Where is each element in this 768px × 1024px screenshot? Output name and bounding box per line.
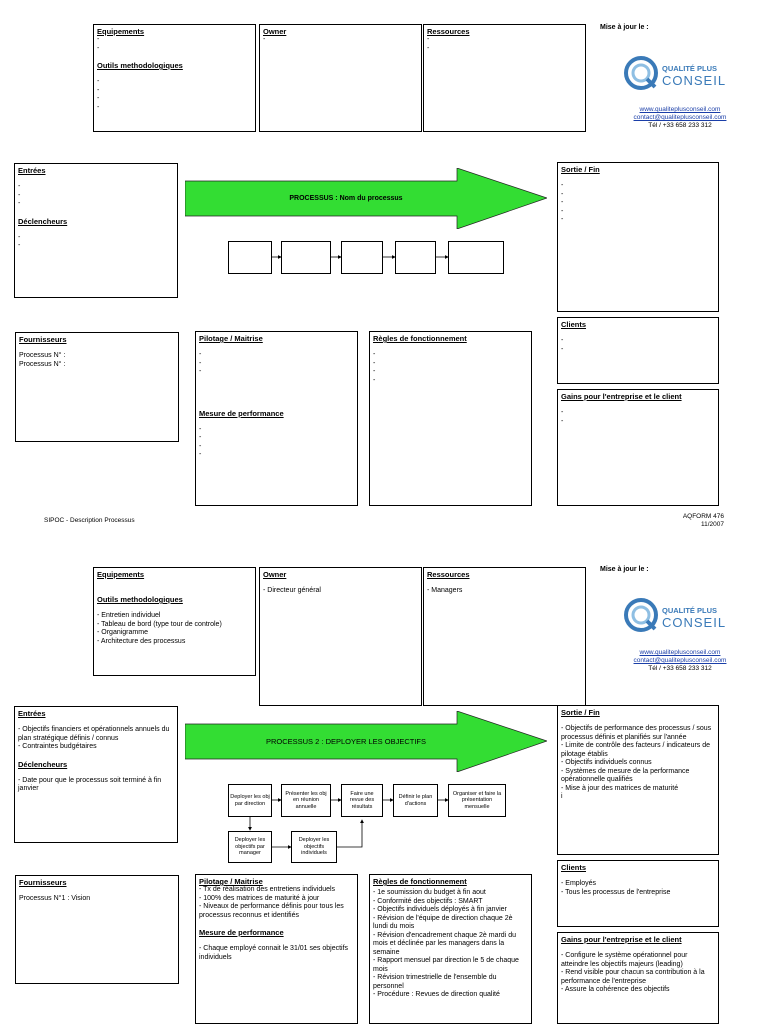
filled-gains-box	[557, 932, 719, 1024]
ressources-item: -	[427, 36, 430, 43]
filled-regles-item: - Rapport mensuel par direction le 5 de chaque mois	[373, 957, 521, 973]
phone-text: Tél / +33 658 233 312	[648, 665, 712, 672]
website-link[interactable]: www.qualiteplusconseil.com	[639, 649, 721, 656]
clients-item: -	[561, 345, 564, 353]
filled-step-7: Deployer les objectifs individuels	[291, 831, 337, 863]
filled-step-1: Deployer les obj par direction	[228, 784, 272, 817]
equipements-item: -	[97, 44, 100, 52]
update-label: Mise à jour le :	[600, 24, 649, 31]
entrees-title: Entrées	[18, 166, 46, 175]
filled-ressources-item: - Managers	[427, 587, 463, 594]
filled-sortie-item: - Objectifs de performance des processus / sous processus définis et planifiés sur l'année	[561, 725, 714, 741]
pilotage-item: -	[199, 359, 202, 367]
mesure-item: -	[199, 451, 202, 458]
filled-equipements-title: Equipements	[97, 570, 145, 579]
filled-clients-item: - Employés	[561, 880, 597, 887]
filled-outils-item: - Tableau de bord (type tour de controle)	[97, 620, 222, 628]
owner-item: -	[263, 36, 266, 43]
sortie-title: Sortie / Fin	[561, 165, 600, 174]
filled-sortie-item: i	[561, 793, 563, 800]
owner-title: Owner	[263, 27, 287, 36]
filled-regles-item: - 1e soumission du budget à fin aout	[373, 889, 486, 896]
brand-line1: QUALITÉ PLUS	[662, 64, 718, 73]
filled-entrees-item: - Contraintes budgétaires	[18, 743, 97, 750]
filled-outils-item: - Entretien individuel	[97, 612, 161, 619]
regles-item: -	[373, 359, 376, 367]
mesure-title: Mesure de performance	[199, 408, 284, 418]
filled-pilotage-item: - Niveaux de performance définis pour tous les processus reconnus et identifiés	[199, 903, 346, 919]
sortie-item: -	[561, 216, 564, 223]
email-link[interactable]: contact@qualiteplusconseil.com	[633, 657, 727, 664]
filled-pilotage-item: - Tx de réalisation des entretiens individuels	[199, 886, 336, 893]
filled-step-3: Faire une revue des résultats	[341, 784, 383, 817]
filled-pilotage-title: Pilotage / Maitrise	[199, 877, 263, 886]
sortie-item: -	[561, 182, 564, 189]
outils-item: -	[97, 78, 100, 85]
filled-pilotage-box	[195, 874, 358, 1024]
mesure-item: -	[199, 442, 202, 450]
mesure-item: -	[199, 425, 202, 433]
filled-regles-item: - Révision de l'équipe de direction chaque 2è lundi du mois	[373, 914, 515, 930]
sortie-item: -	[561, 190, 564, 198]
fournisseurs-item: Processus N° :	[19, 360, 66, 368]
email-link[interactable]: contact@qualiteplusconseil.com	[633, 114, 727, 121]
brand-line2: CONSEIL	[662, 73, 727, 88]
declencheurs-item: -	[18, 233, 21, 241]
filled-clients-box	[557, 860, 719, 927]
equipements-item: -	[97, 36, 100, 43]
regles-item: -	[373, 368, 376, 375]
website-link[interactable]: www.qualiteplusconseil.com	[639, 106, 721, 113]
filled-declencheurs-title: Déclencheurs	[18, 759, 68, 769]
filled-mesure-item: - Chaque employé connait le 31/01 ses objectifs individuels	[199, 945, 350, 961]
outils-item: -	[97, 86, 100, 94]
filled-outils-item: - Organigramme	[97, 629, 148, 636]
pilotage-item: -	[199, 351, 202, 358]
outils-item: -	[97, 103, 100, 111]
filled-fournisseurs-box	[15, 875, 179, 984]
regles-item: -	[373, 351, 376, 358]
filled-step-4: Définir le plan d'actions	[393, 784, 438, 817]
process-name: PROCESSUS : Nom du processus	[289, 195, 403, 202]
filled-declencheurs-item: - Date pour que le processus soit terminé à fin janvier	[18, 776, 164, 792]
pilotage-title: Pilotage / Maitrise	[199, 334, 263, 343]
filled-outils-item: - Architecture des processus	[97, 637, 186, 645]
equipements-title: Equipements	[97, 27, 145, 36]
outils-item: -	[97, 95, 100, 102]
gains-title: Gains pour l'entreprise et le client	[561, 392, 682, 401]
gains-item: -	[561, 409, 564, 416]
filled-owner-title: Owner	[263, 570, 287, 579]
filled-fournisseurs-title: Fournisseurs	[19, 878, 67, 887]
filled-sortie-title: Sortie / Fin	[561, 708, 600, 717]
declencheurs-item: -	[18, 242, 21, 249]
filled-sortie-item: - Systèmes de mesure de la performance opérationnelle qualifiés	[561, 767, 692, 783]
filled-clients-title: Clients	[561, 863, 587, 872]
filled-sortie-item: - Objectifs individuels connus	[561, 759, 652, 766]
filled-regles-item: - Procédure : Revues de direction qualité	[373, 991, 500, 998]
filled-outils-title: Outils methodologiques	[97, 595, 183, 604]
filled-sortie-box	[557, 705, 719, 855]
outils-title: Outils methodologiques	[97, 61, 183, 70]
filled-pilotage-item: - 100% des matrices de maturité à jour	[199, 894, 320, 902]
filled-regles-box	[369, 874, 532, 1024]
brand-line1: QUALITÉ PLUS	[662, 606, 718, 615]
pilotage-item: -	[199, 368, 202, 375]
regles-title: Règles de fonctionnement	[373, 334, 467, 343]
filled-step-6: Deployer les objectifs par manager	[228, 831, 272, 863]
entrees-item: -	[18, 200, 21, 207]
sortie-item: -	[561, 199, 564, 206]
declencheurs-title: Déclencheurs	[18, 216, 68, 226]
clients-item: -	[561, 337, 564, 344]
filled-gains-item: - Assure la cohérence des objectifs	[561, 986, 670, 993]
filled-entrees-title: Entrées	[18, 709, 46, 718]
entrees-item: -	[18, 191, 21, 199]
ressources-title: Ressources	[427, 27, 470, 36]
filled-entrees-item: - Objectifs financiers et opérationnels annuels du plan stratégique définis / connus	[18, 726, 172, 742]
entrees-item: -	[18, 183, 21, 190]
filled-gains-item: - Configure le système opérationnel pour atteindre les objectifs majeurs (leading)	[561, 952, 690, 968]
brand-line2: CONSEIL	[662, 615, 727, 630]
filled-regles-item: - Révision d'encadrement chaque 2è mardi du mois et déclinée par les managers dans la semaine	[373, 931, 518, 956]
filled-gains-title: Gains pour l'entreprise et le client	[561, 935, 682, 944]
sortie-item: -	[561, 207, 564, 215]
update-label-2: Mise à jour le :	[600, 566, 649, 573]
clients-title: Clients	[561, 320, 587, 329]
filled-ressources-title: Ressources	[427, 570, 470, 579]
mesure-item: -	[199, 434, 202, 441]
filled-step-2: Présenter les obj en réunion annuelle	[281, 784, 331, 817]
footer-form-date: 11/2007	[700, 521, 724, 528]
ressources-item: -	[427, 44, 430, 52]
filled-sortie-item: - Limite de contrôle des facteurs / indicateurs de pilotage établis	[561, 742, 712, 758]
filled-gains-item: - Rend visible pour chacun sa contribution à la performance de l'entreprise	[561, 969, 707, 985]
fournisseurs-item: Processus N° :	[19, 352, 66, 359]
footer-form-code: AQFORM 476	[682, 513, 724, 520]
filled-step-5: Organiser et faire la présentation mensuelle	[448, 784, 506, 817]
filled-clients-item: - Tous les processus de l'entreprise	[561, 888, 671, 896]
fournisseurs-title: Fournisseurs	[19, 335, 67, 344]
regles-item: -	[373, 376, 376, 384]
filled-sortie-item: - Mise à jour des matrices de maturité	[561, 784, 679, 792]
filled-fournisseurs-item: Processus N°1 : Vision	[19, 895, 91, 902]
filled-mesure-title: Mesure de performance	[199, 928, 284, 937]
filled-process-name: PROCESSUS 2 : DEPLOYER LES OBJECTIFS	[265, 737, 427, 746]
filled-regles-item: - Révision trimestrielle de l'ensemble du personnel	[373, 974, 499, 990]
phone-text: Tél / +33 658 233 312	[648, 122, 712, 129]
filled-regles-item: - Objectifs individuels déployés à fin janvier	[373, 906, 507, 913]
filled-owner-item: - Directeur général	[263, 587, 321, 594]
filled-regles-item: - Conformité des objectifs : SMART	[373, 897, 483, 905]
gains-item: -	[561, 417, 564, 425]
filled-regles-title: Règles de fonctionnement	[373, 877, 467, 886]
footer-left: SIPOC - Description Processus	[44, 517, 135, 524]
